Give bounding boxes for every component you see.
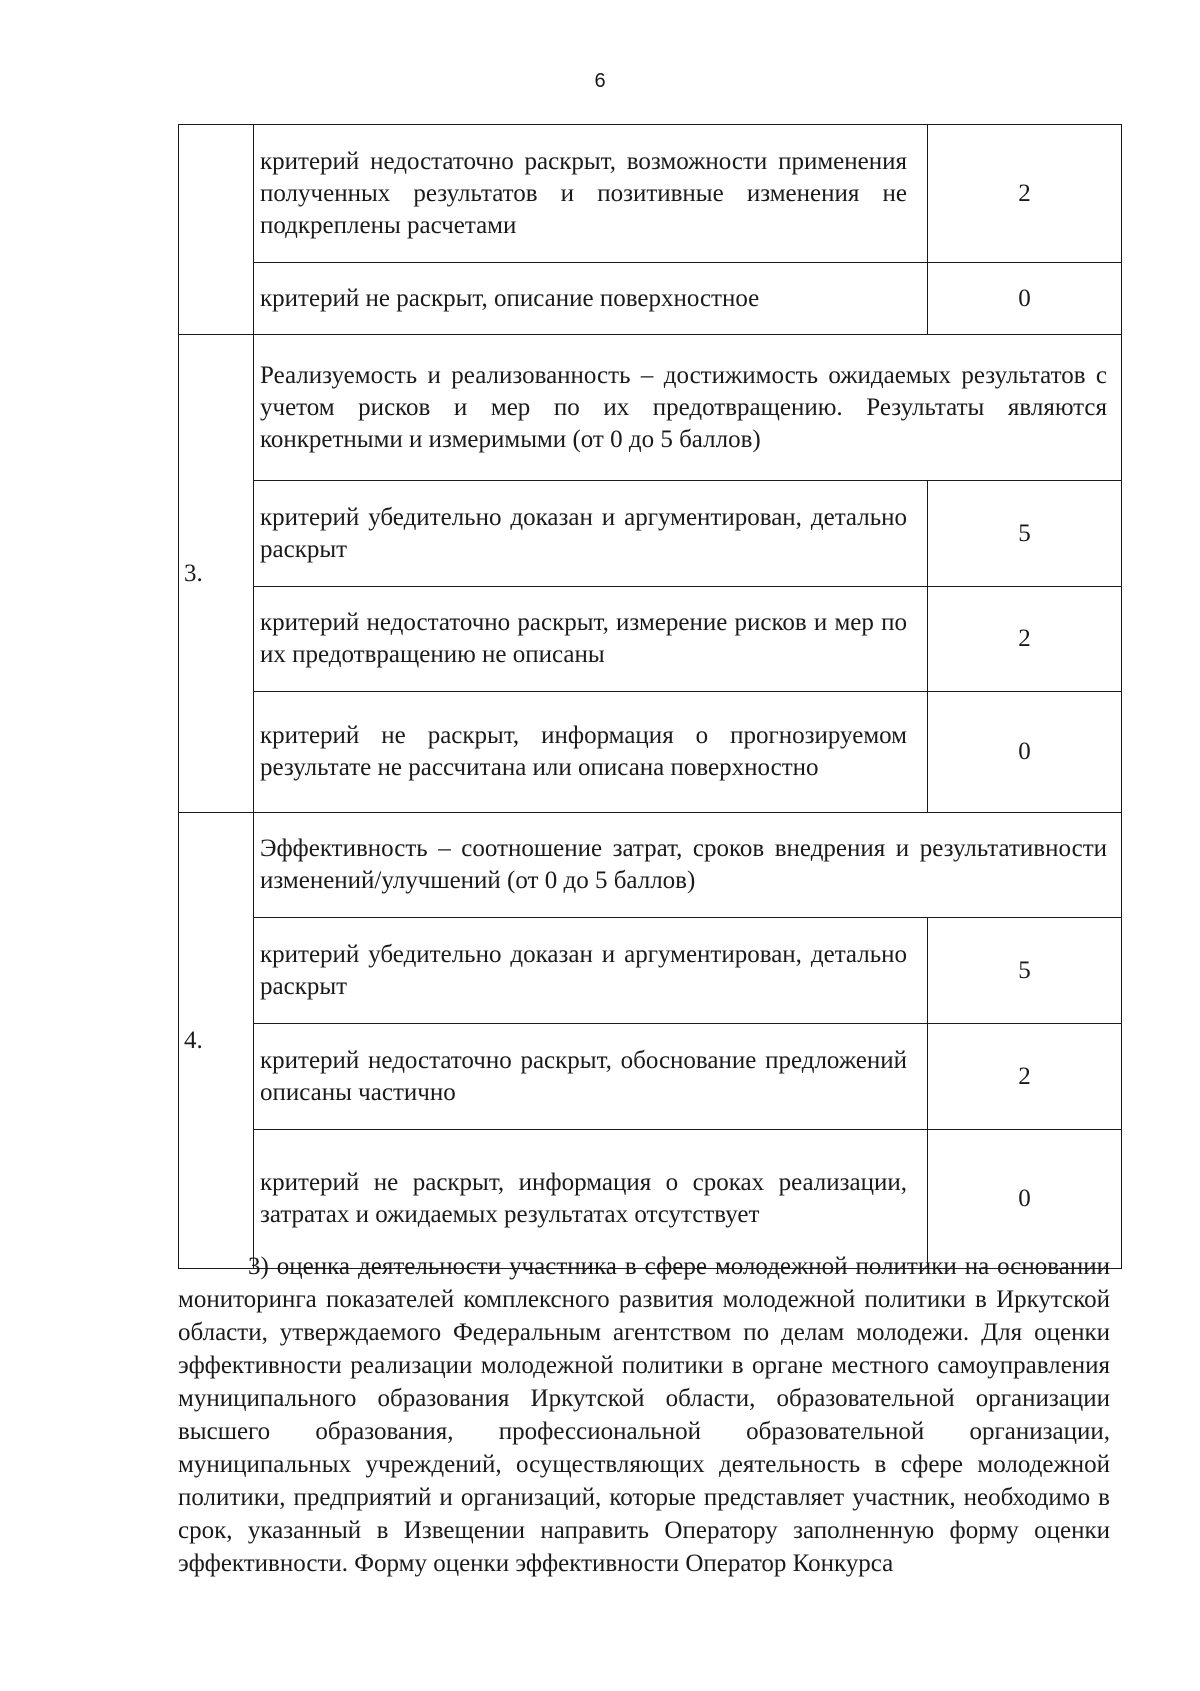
table-row: [179, 587, 1122, 692]
table-row: [179, 1130, 1122, 1269]
criterion-description: критерий недостаточно раскрыт, обоснование предложений описаны частично: [254, 1024, 928, 1130]
criterion-description: критерий не раскрыт, информация о сроках реализации, затратах и ожидаемых результатах отсутствует: [254, 1130, 928, 1269]
criterion-description: критерий убедительно доказан и аргументирован, детально раскрыт: [254, 918, 928, 1024]
criterion-score: 2: [928, 587, 1122, 692]
criterion-score: 0: [928, 1130, 1122, 1269]
criteria-table: [178, 124, 1122, 1269]
table-row: [179, 263, 1122, 335]
table-row: [179, 125, 1122, 263]
table-row: [179, 335, 1122, 481]
criterion-score: 5: [928, 918, 1122, 1024]
criterion-score: 0: [928, 263, 1122, 335]
table-row: [179, 692, 1122, 813]
criterion-number-cell: 3.: [179, 335, 254, 813]
criterion-description: критерий недостаточно раскрыт, измерение рисков и мер по их предотвращению не описаны: [254, 587, 928, 692]
body-paragraph: 3) оценка деятельности участника в сфере молодежной политики на основании мониторинга показателей комплексного развития молодежной политики в Иркутской области, утверждаемого Федеральным агентством по делам молодежи. Для оценки эффективности реализации молодежной политики в органе местного самоуправления муниципального образования Иркутской области, образовательной организации высшего образования, профессиональной образовательной организации, муниципальных учреждений, осуществляющих деятельность в сфере молодежной политики, предприятий и организаций, которые представляет участник, необходимо в срок, указанный в Извещении направить Оператору заполненную форму оценки эффективности. Форму оценки эффективности Оператор Конкурса: [178, 1253, 1110, 1577]
criterion-description: критерий не раскрыт, описание поверхностное: [254, 263, 928, 335]
page-number: 6: [594, 70, 606, 92]
table-row: [179, 918, 1122, 1024]
criterion-number-cell: [179, 125, 254, 335]
criterion-heading: Эффективность – соотношение затрат, сроков внедрения и результативности изменений/улучшений (от 0 до 5 баллов): [254, 813, 1122, 918]
criterion-score: 2: [928, 125, 1122, 263]
table-row: [179, 1024, 1122, 1130]
table-row: [179, 813, 1122, 918]
criterion-description: критерий убедительно доказан и аргументирован, детально раскрыт: [254, 481, 928, 587]
criterion-score: 0: [928, 692, 1122, 813]
criterion-description: критерий не раскрыт, информация о прогнозируемом результате не рассчитана или описана поверхностно: [254, 692, 928, 813]
criterion-number-cell: 4.: [179, 813, 254, 1269]
criterion-description: критерий недостаточно раскрыт, возможности применения полученных результатов и позитивные изменения не подкреплены расчетами: [254, 125, 928, 263]
criterion-score: 2: [928, 1024, 1122, 1130]
criterion-score: 5: [928, 481, 1122, 587]
table-row: [179, 481, 1122, 587]
criterion-heading: Реализуемость и реализованность – достижимость ожидаемых результатов с учетом рисков и мер по их предотвращению. Результаты являются конкретными и измеримыми (от 0 до 5 баллов): [254, 335, 1122, 481]
